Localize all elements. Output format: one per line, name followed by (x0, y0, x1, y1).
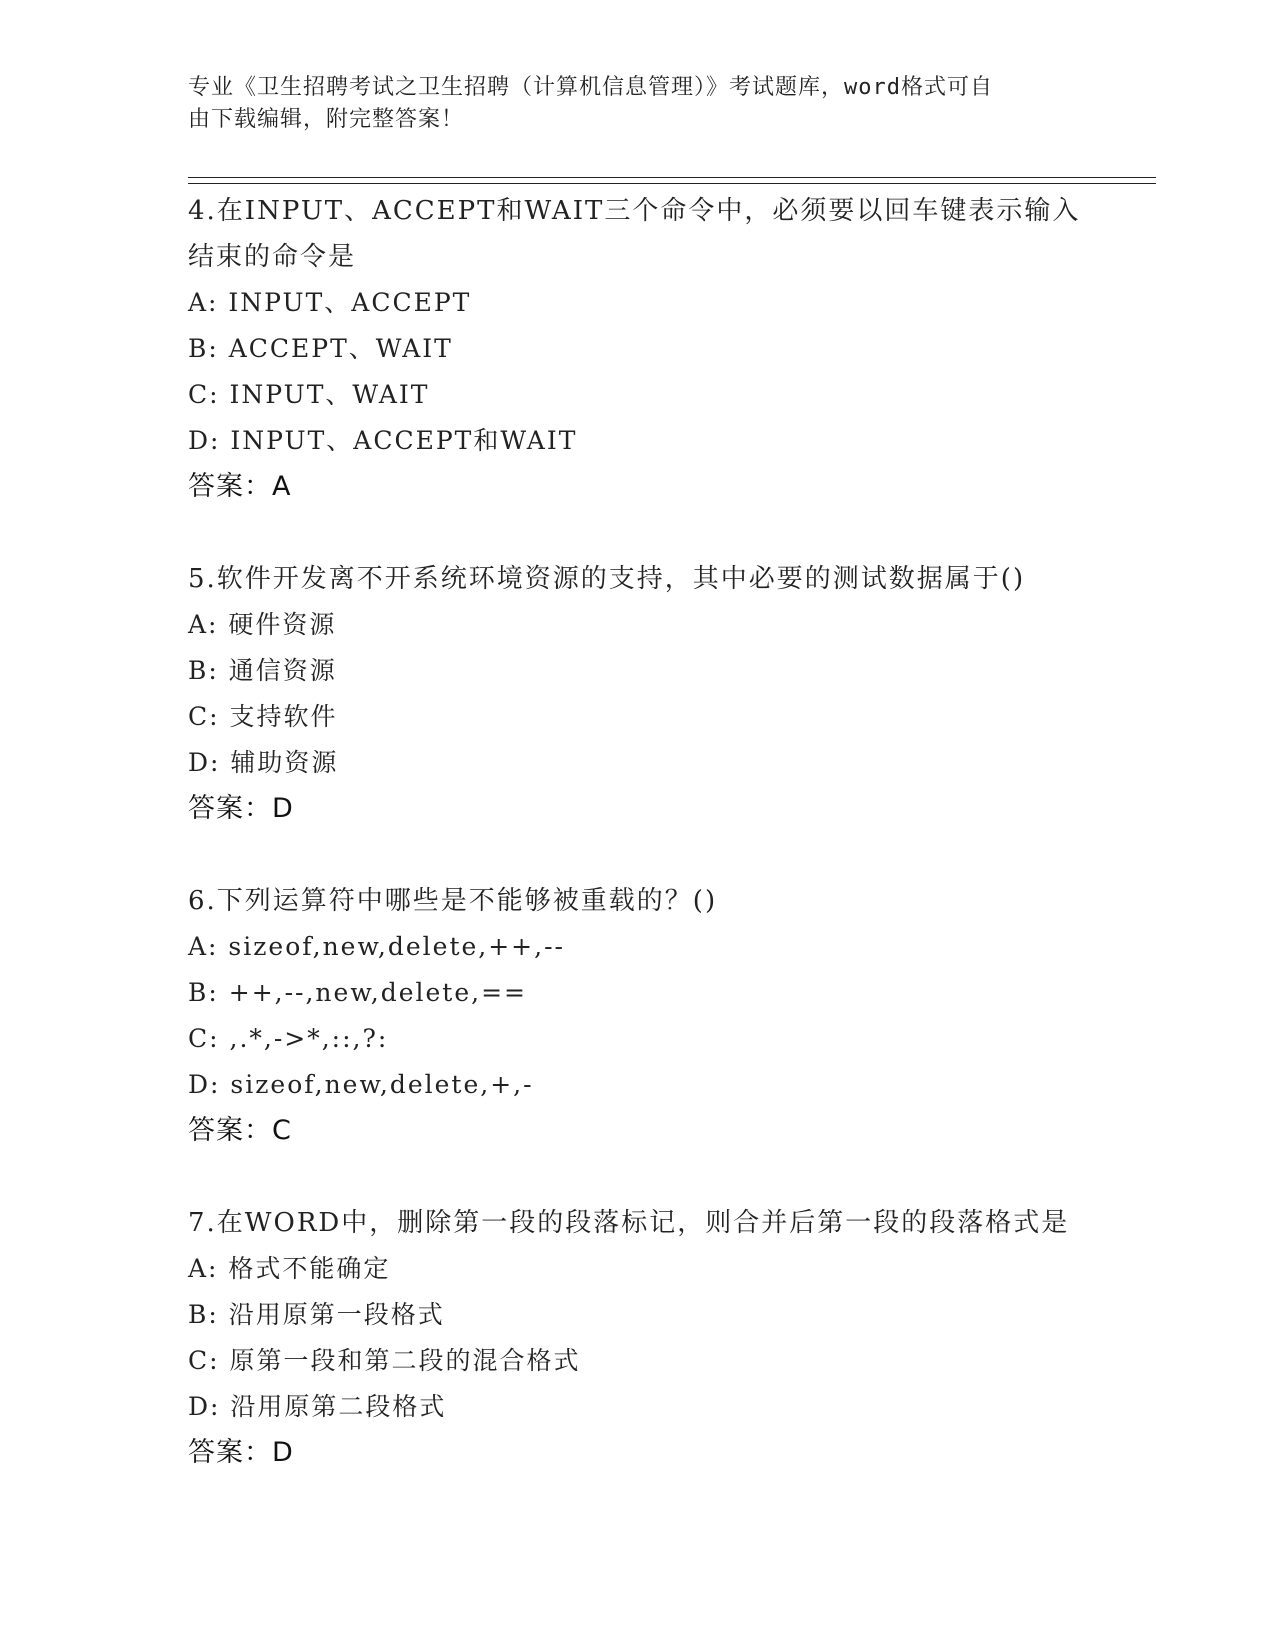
option-b: B: 沿用原第一段格式 (188, 1300, 445, 1329)
option-d: D: 辅助资源 (188, 748, 339, 777)
header-line-1: 专业《卫生招聘考试之卫生招聘（计算机信息管理）》考试题库，word格式可自 (188, 75, 993, 100)
question-list (188, 188, 1088, 1522)
option-c: C: INPUT、WAIT (188, 380, 430, 409)
option-a: A: INPUT、ACCEPT (188, 288, 472, 317)
header-divider-top (188, 177, 1156, 178)
option-b: B: ++,--,new,delete,== (188, 978, 527, 1007)
question-stem: 4.在INPUT、ACCEPT和WAIT三个命令中，必须要以回车键表示输入结束的命令是 (188, 196, 1081, 272)
answer: 答案：D (188, 1437, 294, 1468)
answer: 答案：D (188, 793, 294, 824)
option-b: B: 通信资源 (188, 656, 337, 685)
question-stem: 5.软件开发离不开系统环境资源的支持，其中必要的测试数据属于() (188, 564, 1026, 594)
question-7 (188, 1200, 1088, 1476)
option-d: D: 沿用原第二段格式 (188, 1392, 447, 1421)
answer: 答案：C (188, 1115, 292, 1146)
option-c: C: ,.*,->*,::,?: (188, 1024, 389, 1053)
document-header (188, 72, 1068, 136)
question-5 (188, 556, 1088, 832)
header-line-2: 由下载编辑，附完整答案！ (188, 107, 465, 132)
option-a: A: 格式不能确定 (188, 1254, 391, 1283)
option-a: A: 硬件资源 (188, 610, 337, 639)
question-stem: 6.下列运算符中哪些是不能够被重载的？() (188, 886, 718, 916)
question-4 (188, 188, 1088, 510)
option-c: C: 支持软件 (188, 702, 338, 731)
header-divider-bottom (188, 183, 1156, 184)
option-d: D: sizeof,new,delete,+,- (188, 1070, 534, 1099)
question-stem: 7.在WORD中，删除第一段的段落标记，则合并后第一段的段落格式是 (188, 1208, 1070, 1238)
option-b: B: ACCEPT、WAIT (188, 334, 453, 363)
question-6 (188, 878, 1088, 1154)
option-d: D: INPUT、ACCEPT和WAIT (188, 426, 578, 455)
option-c: C: 原第一段和第二段的混合格式 (188, 1346, 581, 1375)
option-a: A: sizeof,new,delete,++,-- (188, 932, 565, 961)
answer: 答案：A (188, 471, 292, 502)
